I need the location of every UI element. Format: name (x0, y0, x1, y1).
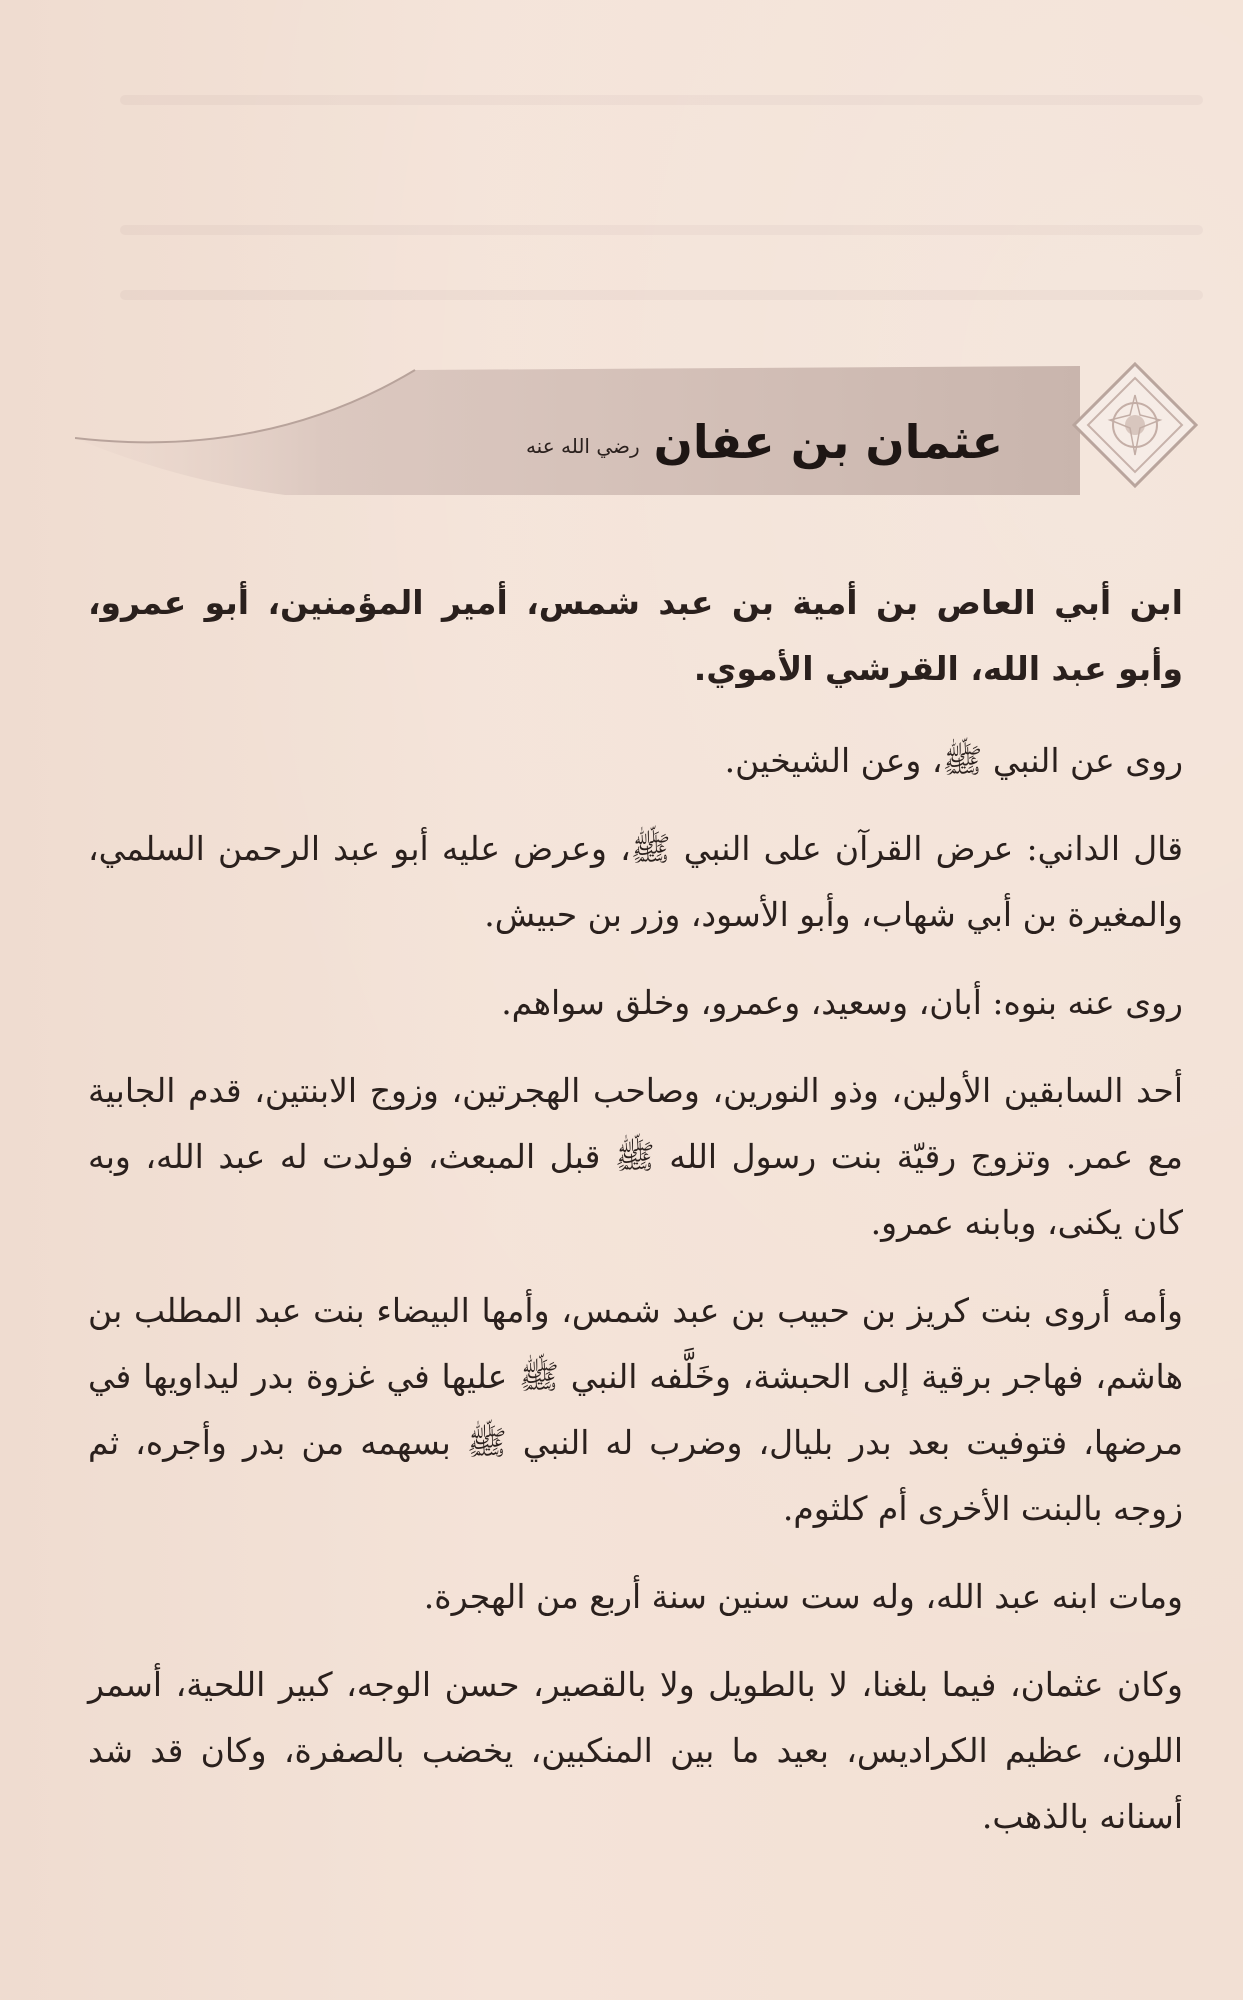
paragraph: روى عن النبي ﷺ، وعن الشيخين. (724, 741, 1183, 780)
bleed-through-line (120, 95, 1203, 105)
paragraph: أحد السابقين الأولين، وذو النورين، وصاحب الهجرتين، وزوج الابنتين، قدم الجابية مع عمر. وتزوج رقيّة بنت رسول الله ﷺ قبل المبعث، فولدت له عبد الله، وبه كان يكنى، وبابنه عمرو. (88, 1071, 1183, 1242)
honorific-mark: رضي الله عنه (525, 433, 640, 458)
paragraph: ومات ابنه عبد الله، وله ست سنين سنة أربع من الهجرة. (423, 1577, 1183, 1616)
diamond-ornament-icon (1070, 360, 1200, 490)
bleed-through-line (120, 225, 1203, 235)
article-body (88, 570, 1183, 1872)
page-title (526, 412, 1003, 472)
title-text: عثمان بن عفان (653, 415, 1003, 469)
paragraph: وكان عثمان، فيما بلغنا، لا بالطويل ولا بالقصير، حسن الوجه، كبير اللحية، أسمر اللون، عظيم الكراديس، بعيد ما بين المنكبين، يخضب بالصفرة، وكان قد شد أسنانه بالذهب. (88, 1665, 1183, 1836)
paragraph: وأمه أروى بنت كريز بن حبيب بن عبد شمس، وأمها البيضاء بنت عبد المطلب بن هاشم، فهاجر برقية إلى الحبشة، وخَلَّفه النبي ﷺ عليها في غزوة بدر ليداويها في مرضها، فتوفيت بعد بدر بليال، وضرب له النبي ﷺ بسهمه من بدر وأجره، ثم زوجه بالبنت الأخرى أم كلثوم. (88, 1291, 1183, 1528)
bleed-through-line (120, 290, 1203, 300)
paragraph: روى عنه بنوه: أبان، وسعيد، وعمرو، وخلق سواهم. (501, 983, 1183, 1022)
paragraph: قال الداني: عرض القرآن على النبي ﷺ، وعرض عليه أبو عبد الرحمن السلمي، والمغيرة بن أبي شهاب، وأبو الأسود، وزر بن حبيش. (88, 829, 1183, 934)
intro-paragraph: ابن أبي العاص بن أمية بن عبد شمس، أمير المؤمنين، أبو عمرو، وأبو عبد الله، القرشي الأموي. (88, 583, 1183, 688)
